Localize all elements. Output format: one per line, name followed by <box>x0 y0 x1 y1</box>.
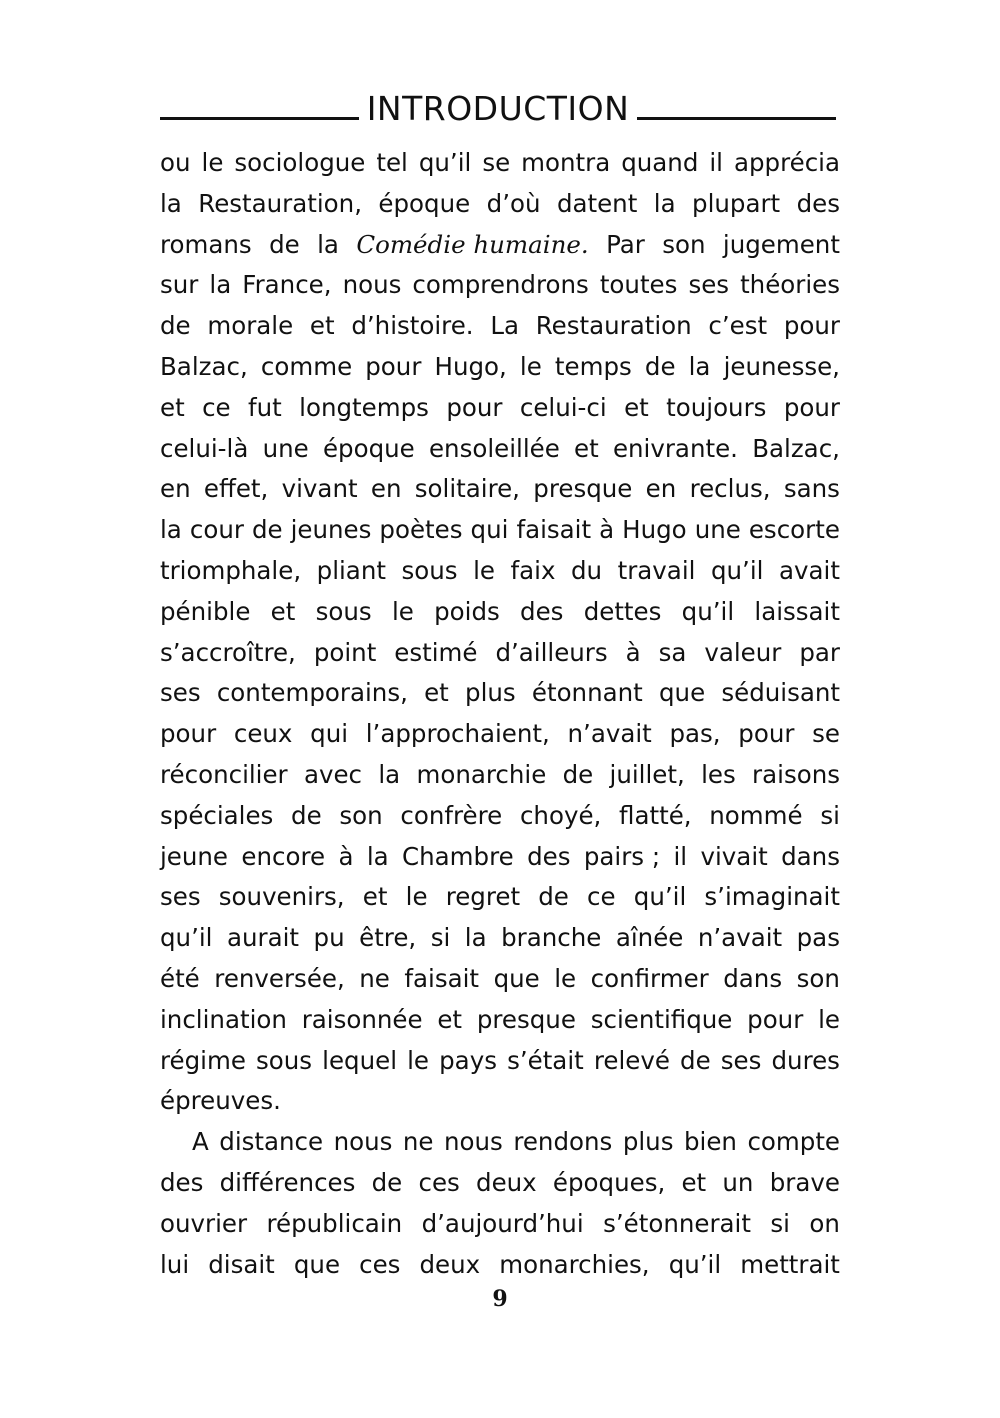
word: raisonnée <box>301 1004 423 1034</box>
word: brave <box>769 1167 840 1197</box>
word: si <box>430 923 451 953</box>
word: à <box>338 841 354 871</box>
word: que <box>658 678 706 708</box>
word: en <box>645 474 677 504</box>
left-rule <box>160 117 359 120</box>
word: et <box>681 1167 707 1197</box>
word: des <box>160 1167 204 1197</box>
word: et <box>270 596 296 626</box>
word: tel <box>376 148 408 177</box>
text-line <box>160 959 840 1000</box>
word: ces <box>359 1249 401 1279</box>
word: jeunesse, <box>723 351 840 381</box>
word: regret <box>445 882 521 912</box>
text-line <box>160 918 840 959</box>
word: le <box>818 1004 840 1034</box>
word: se <box>812 719 840 749</box>
text-line <box>160 225 840 266</box>
word: n’avait <box>697 923 783 953</box>
word: France, <box>242 270 332 300</box>
word: qu’il <box>668 1249 722 1279</box>
word: nous <box>444 1127 503 1157</box>
word: à <box>599 515 615 545</box>
word: Restauration, <box>198 188 362 218</box>
word: escorte <box>748 515 840 545</box>
word: A <box>192 1127 209 1157</box>
word: pour <box>446 392 503 422</box>
word: pu <box>313 923 345 953</box>
text-line <box>160 1041 840 1082</box>
word: pays <box>439 1045 497 1075</box>
word: et <box>309 311 335 341</box>
word: estimé <box>394 637 478 667</box>
word: la <box>366 841 389 871</box>
word: s’imaginait <box>704 882 840 912</box>
word: une <box>694 515 741 545</box>
word: se <box>482 148 511 177</box>
word: le <box>473 555 495 585</box>
word: ensoleillée <box>428 433 560 463</box>
word: de <box>160 311 191 341</box>
word: renversée, <box>214 963 345 993</box>
word: des <box>527 841 571 871</box>
word: s’étonnerait <box>603 1208 751 1238</box>
word: Hugo, <box>434 351 507 381</box>
word: point <box>313 637 377 667</box>
word: temps <box>554 351 632 381</box>
text-line <box>160 184 840 225</box>
word: Par <box>606 229 645 259</box>
word: s’accroître, <box>160 637 296 667</box>
word: datent <box>556 188 638 218</box>
word: pour <box>747 1004 804 1034</box>
text-line <box>160 510 840 551</box>
word: disait <box>208 1249 275 1279</box>
word: La <box>490 311 519 341</box>
word: le <box>554 963 577 993</box>
word: qu’il <box>710 555 764 585</box>
word: d’histoire. <box>351 311 474 341</box>
word: sous <box>256 1045 313 1075</box>
word: pour <box>365 351 422 381</box>
word: morale <box>207 311 294 341</box>
text-line <box>160 1163 840 1204</box>
word: pairs ; <box>583 841 661 871</box>
word: s’était <box>507 1045 584 1075</box>
word: bien <box>683 1127 737 1157</box>
text-line <box>160 714 840 755</box>
word: qui <box>470 515 509 545</box>
word: sans <box>783 474 840 504</box>
word: qu’il <box>681 596 735 626</box>
text-line <box>160 143 840 184</box>
word: régime <box>160 1045 246 1075</box>
word: réconcilier <box>160 759 288 789</box>
word: la <box>653 188 676 218</box>
word: en <box>160 474 191 504</box>
word: poètes <box>379 515 463 545</box>
word: deux <box>476 1167 537 1197</box>
word: être, <box>359 923 417 953</box>
word: et <box>362 882 388 912</box>
word: souvenirs, <box>218 882 345 912</box>
word: nous <box>333 1127 393 1157</box>
word: romans <box>160 229 252 259</box>
word: juillet, <box>609 759 685 789</box>
text-line <box>160 633 840 674</box>
word: nommé <box>709 800 803 830</box>
word: longtemps <box>299 392 429 422</box>
word: monarchies, <box>499 1249 650 1279</box>
text-line <box>160 592 840 633</box>
word: dures <box>771 1045 840 1075</box>
word: celui-ci <box>519 392 607 422</box>
word: jeunes <box>290 515 372 545</box>
word: époque <box>378 188 471 218</box>
word: scientifique <box>590 1004 733 1034</box>
word: valeur <box>704 637 782 667</box>
word: les <box>701 759 736 789</box>
text-line <box>160 306 840 347</box>
text-line <box>160 1204 840 1245</box>
word: dettes <box>583 596 662 626</box>
word: étonnant <box>531 678 643 708</box>
word: toujours <box>666 392 767 422</box>
word: ses <box>160 882 201 912</box>
word: si <box>820 800 840 830</box>
word: c’est <box>708 311 768 341</box>
word: laissait <box>754 596 840 626</box>
word: Balzac, <box>160 351 248 381</box>
word: pénible <box>160 596 251 626</box>
word: montra <box>521 148 611 177</box>
word: avait <box>778 555 840 585</box>
word: spéciales <box>160 800 274 830</box>
word: pas, <box>669 719 721 749</box>
word: travail <box>617 555 696 585</box>
word: son <box>796 963 840 993</box>
word: ne <box>359 963 390 993</box>
text-line <box>160 837 840 878</box>
word: faisait <box>404 963 480 993</box>
word: flatté, <box>619 800 692 830</box>
word: Comédie humaine. <box>356 229 589 259</box>
word: époque <box>322 433 415 463</box>
word: ne <box>402 1127 434 1157</box>
word: ses <box>720 1045 762 1075</box>
word: ce <box>202 392 231 422</box>
word: épreuves. <box>160 1086 281 1116</box>
word: pour <box>783 392 840 422</box>
word: du <box>570 555 603 585</box>
word: Restauration <box>535 311 692 341</box>
word: sa <box>658 637 687 667</box>
word: distance <box>219 1127 324 1157</box>
word: sur <box>160 270 199 300</box>
word: contemporains, <box>216 678 408 708</box>
word: branche <box>501 923 602 953</box>
word: cour <box>189 515 244 545</box>
word: ses <box>160 678 201 708</box>
word: qui <box>310 719 349 749</box>
word: choyé, <box>519 800 602 830</box>
word: et <box>624 392 649 422</box>
word: compte <box>747 1127 840 1157</box>
word: un <box>722 1167 754 1197</box>
text-line <box>160 796 840 837</box>
word: confrère <box>400 800 503 830</box>
right-rule <box>637 117 836 120</box>
word: d’où <box>486 188 541 218</box>
word: et <box>160 392 185 422</box>
word: lequel <box>322 1045 398 1075</box>
word: la <box>464 923 487 953</box>
text-line <box>160 673 840 714</box>
word: la <box>317 229 339 259</box>
word: en <box>370 474 402 504</box>
word: effet, <box>203 474 269 504</box>
word: faisait <box>516 515 592 545</box>
word: Chambre <box>402 841 514 871</box>
word: dans <box>723 963 783 993</box>
word: que <box>293 1249 341 1279</box>
word: mettrait <box>740 1249 840 1279</box>
word: républicain <box>266 1208 403 1238</box>
word: le <box>201 148 224 177</box>
word: plupart <box>692 188 781 218</box>
word: solitaire, <box>414 474 520 504</box>
running-head <box>160 84 836 132</box>
text-line <box>160 755 840 796</box>
word: d’ailleurs <box>495 637 608 667</box>
word: d’aujourd’hui <box>421 1208 584 1238</box>
word: des <box>520 596 564 626</box>
word: celui-là <box>160 433 249 463</box>
word: pour <box>160 719 217 749</box>
word: et <box>574 433 599 463</box>
text-line <box>160 429 840 470</box>
text-line <box>160 388 840 429</box>
page-number: 9 <box>492 1286 508 1312</box>
text-line <box>160 551 840 592</box>
word: enivrante. <box>612 433 738 463</box>
word: raisons <box>752 759 840 789</box>
word: théories <box>740 270 840 300</box>
word: il <box>709 148 723 177</box>
word: fut <box>248 392 282 422</box>
word: confirmer <box>590 963 709 993</box>
word: dans <box>781 841 840 871</box>
word: qu’il <box>160 923 213 953</box>
word: de <box>269 229 300 259</box>
word: la <box>160 515 182 545</box>
word: de <box>562 759 594 789</box>
word: de <box>251 515 283 545</box>
word: différences <box>219 1167 356 1197</box>
word: encore <box>241 841 326 871</box>
word: inclination <box>160 1004 287 1034</box>
word: vivait <box>700 841 768 871</box>
running-head-title: INTRODUCTION <box>366 88 630 128</box>
word: le <box>519 351 542 381</box>
word: aurait <box>226 923 300 953</box>
word: lui <box>160 1249 190 1279</box>
word: vivant <box>281 474 358 504</box>
word: comprendrons <box>412 270 589 300</box>
word: jugement <box>722 229 840 259</box>
word: par <box>799 637 840 667</box>
word: apprécia <box>733 148 840 177</box>
text-line <box>160 469 840 510</box>
word: ceux <box>233 719 293 749</box>
word: ou <box>160 148 191 177</box>
text-line <box>160 265 840 306</box>
word: Balzac, <box>752 433 840 463</box>
word: pliant <box>316 555 386 585</box>
word: avec <box>303 759 363 789</box>
word: quand <box>621 148 699 177</box>
word: n’avait <box>567 719 652 749</box>
word: aînée <box>615 923 684 953</box>
word: à <box>625 637 641 667</box>
word: la <box>209 270 232 300</box>
word: faix <box>510 555 556 585</box>
word: plus <box>622 1127 674 1157</box>
word: ces <box>418 1167 460 1197</box>
word: pour <box>783 311 840 341</box>
word: pas <box>796 923 840 953</box>
text-line <box>160 877 840 918</box>
word: presque <box>533 474 633 504</box>
word: il <box>673 841 688 871</box>
text-line <box>160 1122 840 1163</box>
word: Hugo <box>622 515 687 545</box>
word: qu’il <box>418 148 472 177</box>
word: la <box>688 351 711 381</box>
word: ses <box>688 270 730 300</box>
word: de <box>538 882 569 912</box>
word: sous <box>401 555 458 585</box>
word: et <box>424 678 449 708</box>
word: deux <box>419 1249 481 1279</box>
word: de <box>680 1045 711 1075</box>
word: le <box>405 882 428 912</box>
word: le <box>391 596 414 626</box>
word: comme <box>260 351 353 381</box>
word: reclus, <box>689 474 771 504</box>
word: relevé <box>593 1045 670 1075</box>
word: son <box>339 800 383 830</box>
word: de <box>371 1167 403 1197</box>
word: de <box>644 351 676 381</box>
text-line <box>160 1081 840 1122</box>
word: séduisant <box>721 678 840 708</box>
word: et <box>437 1004 463 1034</box>
word: monarchie <box>416 759 547 789</box>
word: une <box>262 433 309 463</box>
word: pour <box>738 719 795 749</box>
word: presque <box>476 1004 576 1034</box>
word: été <box>160 963 200 993</box>
text-line <box>160 1000 840 1041</box>
word: toutes <box>599 270 678 300</box>
word: si <box>770 1208 790 1238</box>
text-line <box>160 1245 840 1286</box>
text-line <box>160 347 840 388</box>
word: sociologue <box>234 148 366 177</box>
word: que <box>493 963 540 993</box>
word: plus <box>465 678 516 708</box>
word: on <box>809 1208 840 1238</box>
word: ouvrier <box>160 1208 248 1238</box>
word: rendons <box>513 1127 613 1157</box>
word: qu’il <box>633 882 687 912</box>
word: l’approchaient, <box>365 719 550 749</box>
word: époques, <box>552 1167 666 1197</box>
word: de <box>291 800 322 830</box>
word: des <box>796 188 840 218</box>
word: sous <box>315 596 372 626</box>
word: jeune <box>160 841 229 871</box>
word: nous <box>342 270 402 300</box>
body-text <box>160 143 840 1285</box>
word: ce <box>587 882 616 912</box>
word: poids <box>434 596 500 626</box>
word: son <box>662 229 706 259</box>
word: triomphale, <box>160 555 302 585</box>
word: le <box>407 1045 430 1075</box>
word: la <box>160 188 182 218</box>
word: la <box>378 759 401 789</box>
